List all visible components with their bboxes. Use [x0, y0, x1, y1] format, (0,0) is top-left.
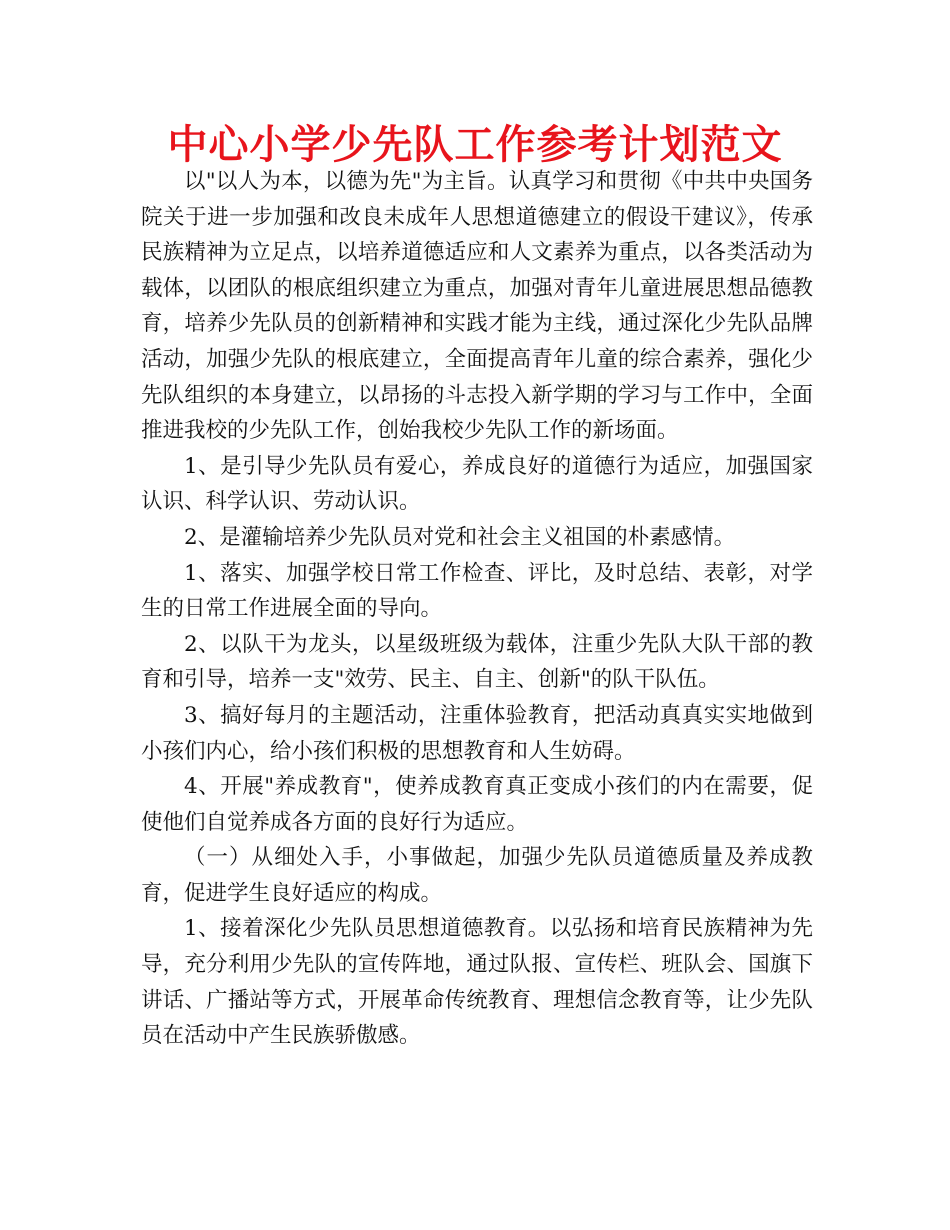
- paragraph-task-3: 3、搞好每月的主题活动，注重体验教育，把活动真真实实地做到小孩们内心，给小孩们积极的思想教育和人生妨碍。: [141, 702, 813, 764]
- paragraph-goal-1: 1、是引导少先队员有爱心，养成良好的道德行为适应，加强国家认识、科学认识、劳动认识。: [141, 453, 813, 515]
- document-title: 中心小学少先队工作参考计划范文: [167, 122, 783, 168]
- paragraph-goal-2: 2、是灌输培养少先队员对党和社会主义祖国的朴素感情。: [184, 524, 736, 550]
- document-body: [141, 164, 813, 1054]
- paragraph-intro: 以"以人为本，以德为先"为主旨。认真学习和贯彻《中共中央国务院关于进一步加强和改良未成年人思想道德建立的假设干建议》，传承民族精神为立足点，以培养道德适应和人文素养为重点，以各类活动为载体，以团队的根底组织建立为重点，加强对青年儿童进展思想品德教育，培养少先队员的创新精神和实践才能为主线，通过深化少先队品牌活动，加强少先队的根底建立，全面提高青年儿童的综合素养，强化少先队组织的本身建立，以昂扬的斗志投入新学期的学习与工作中，全面推进我校的少先队工作，创始我校少先队工作的新场面。: [141, 169, 813, 444]
- paragraph-section-1: （一）从细处入手，小事做起，加强少先队员道德质量及养成教育，促进学生良好适应的构成。: [141, 845, 813, 906]
- paragraph-task-4: 4、开展"养成教育"，使养成教育真正变成小孩们的内在需要，促使他们自觉养成各方面的良好行为适应。: [141, 774, 813, 835]
- paragraph-section-1-item-1: 1、接着深化少先队员思想道德教育。以弘扬和培育民族精神为先导，充分利用少先队的宣传阵地，通过队报、宣传栏、班队会、国旗下讲话、广播站等方式，开展革命传统教育、理想信念教育等，让少先队员在活动中产生民族骄傲感。: [141, 916, 813, 1049]
- paragraph-task-1: 1、落实、加强学校日常工作检查、评比，及时总结、表彰，对学生的日常工作进展全面的导向。: [141, 560, 813, 622]
- paragraph-task-2: 2、以队干为龙头，以星级班级为载体，注重少先队大队干部的教育和引导，培养一支"效劳、民主、自主、创新"的队干队伍。: [141, 631, 813, 693]
